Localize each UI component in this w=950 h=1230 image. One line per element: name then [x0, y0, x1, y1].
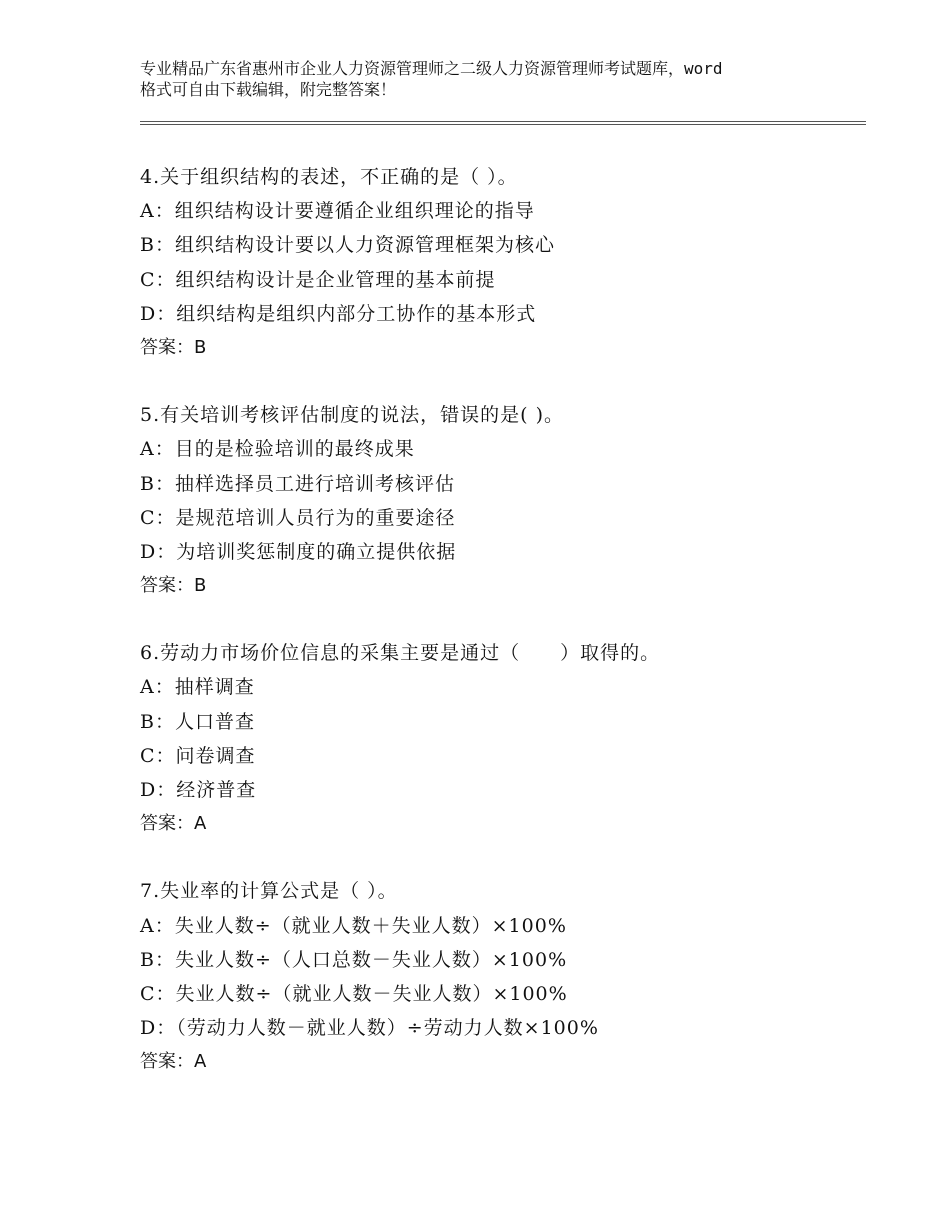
answer-line: [140, 807, 870, 841]
option-a: A：失业人数÷（就业人数＋失业人数）×100%: [140, 914, 567, 937]
option-d: D：经济普查: [140, 779, 257, 801]
question-7: [140, 874, 870, 1079]
option-d: D：为培训奖惩制度的确立提供依据: [140, 540, 457, 563]
option-a: A：组织结构设计要遵循企业组织理论的指导: [140, 200, 535, 223]
answer-line: [140, 1045, 870, 1079]
question-6: [140, 636, 870, 841]
question-stem: 5.有关培训考核评估制度的说法，错误的是( )。: [140, 404, 564, 427]
option-b: B：人口普查: [140, 710, 255, 733]
option-a: A：目的是检验培训的最终成果: [140, 438, 415, 461]
answer-value: B: [194, 336, 207, 358]
option-b: B：抽样选择员工进行培训考核评估: [140, 472, 455, 495]
answer-value: B: [194, 575, 207, 597]
option-d: D：（劳动力人数－就业人数）÷劳动力人数×100%: [140, 1017, 599, 1040]
answer-label: 答案：: [140, 575, 194, 597]
option-b: B：失业人数÷（人口总数－失业人数）×100%: [140, 948, 568, 971]
answer-label: 答案：: [140, 1051, 194, 1073]
option-c: C：是规范培训人员行为的重要途径: [140, 506, 456, 529]
answer-line: [140, 331, 870, 365]
header-line-2: 格式可自由下载编辑，附完整答案！: [140, 80, 397, 99]
document-header: [140, 58, 830, 100]
option-c: C：组织结构设计是企业管理的基本前提: [140, 268, 496, 291]
question-stem: 6.劳动力市场价位信息的采集主要是通过（ ）取得的。: [140, 642, 661, 665]
question-stem: 7.失业率的计算公式是（ ）。: [140, 880, 398, 903]
answer-value: A: [194, 1051, 207, 1073]
option-c: C：问卷调查: [140, 744, 256, 767]
question-stem: 4.关于组织结构的表述，不正确的是（ ）。: [140, 166, 518, 188]
question-4: [140, 160, 870, 365]
option-a: A：抽样调查: [140, 676, 255, 699]
answer-label: 答案：: [140, 336, 194, 358]
option-d: D：组织结构是组织内部分工协作的基本形式: [140, 302, 537, 325]
answer-value: A: [194, 813, 207, 835]
header-divider-top: [140, 121, 866, 122]
answer-line: [140, 569, 870, 603]
question-5: [140, 398, 870, 603]
option-b: B：组织结构设计要以人力资源管理框架为核心: [140, 234, 555, 257]
answer-label: 答案：: [140, 813, 194, 835]
header-line-1: 专业精品广东省惠州市企业人力资源管理师之二级人力资源管理师考试题库，word: [140, 59, 723, 78]
option-c: C：失业人数÷（就业人数－失业人数）×100%: [140, 982, 568, 1005]
question-list: [140, 160, 870, 1113]
header-divider-bottom: [140, 124, 866, 125]
